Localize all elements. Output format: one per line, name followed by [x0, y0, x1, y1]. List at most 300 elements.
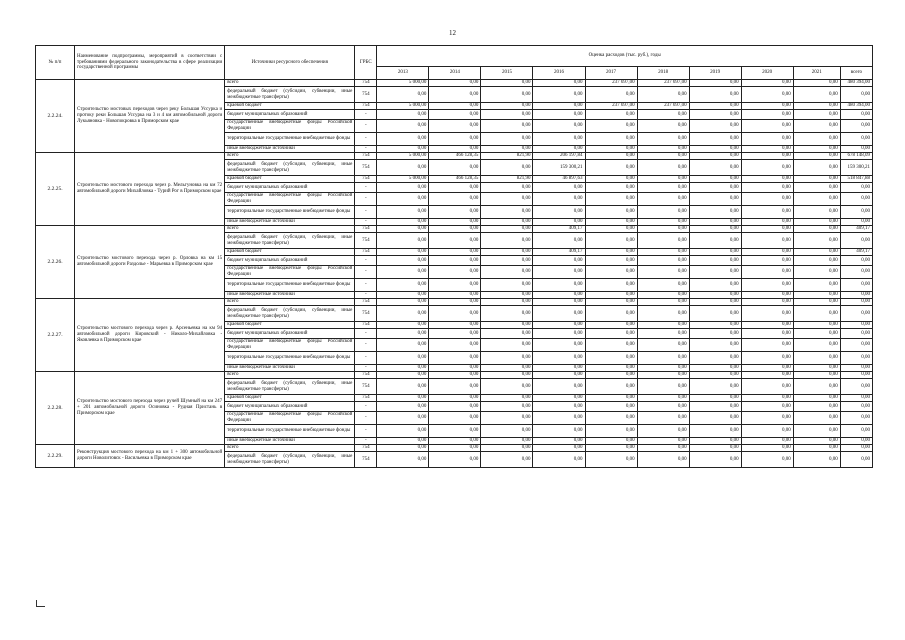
amount-cell: 0,00	[585, 146, 637, 153]
amount-cell: 0,00	[585, 110, 637, 120]
amount-cell: 0,00	[585, 445, 637, 452]
amount-cell: 678 148,09	[840, 153, 872, 160]
amount-cell: 0,00	[793, 160, 840, 176]
amount-cell: 0,00	[689, 176, 741, 183]
amount-cell: 0,00	[377, 306, 429, 322]
grbs-code: 754	[355, 452, 377, 468]
amount-cell: 159 300,21	[533, 160, 585, 176]
amount-cell: 0,00	[585, 322, 637, 329]
amount-cell: 0,00	[689, 425, 741, 438]
amount-cell: 0,00	[533, 146, 585, 153]
amount-cell: 0,00	[585, 299, 637, 306]
header-year: 2014	[429, 67, 481, 80]
amount-cell: 0,00	[585, 365, 637, 372]
funding-source: территориальные государственные внебюджетные фонды	[225, 133, 355, 146]
amount-cell: 0,00	[429, 120, 481, 133]
grbs-code: -	[355, 292, 377, 299]
header-grbs: ГРБС	[355, 46, 377, 80]
amount-cell: 0,00	[689, 412, 741, 425]
amount-cell: 0,00	[481, 379, 533, 395]
amount-cell: 0,00	[481, 412, 533, 425]
amount-cell: 0,00	[481, 249, 533, 256]
grbs-code: 754	[355, 379, 377, 395]
amount-cell: 0,00	[689, 120, 741, 133]
amount-cell: 0,00	[689, 329, 741, 339]
project-name: Строительство мостового перехода через ручей Шумный на км 247 + 201 автомобильной дороги Осиновка - Рудная Пристань в Приморском крае	[75, 372, 225, 445]
amount-cell: 0,00	[429, 206, 481, 219]
amount-cell: 0,00	[637, 160, 689, 176]
amount-cell: 0,00	[689, 292, 741, 299]
amount-cell: 0,00	[377, 219, 429, 226]
amount-cell: 0,00	[637, 379, 689, 395]
amount-cell: 0,00	[689, 365, 741, 372]
header-year: 2013	[377, 67, 429, 80]
amount-cell: 0,00	[533, 233, 585, 249]
amount-cell: 0,00	[741, 80, 793, 87]
amount-cell: 0,00	[377, 339, 429, 352]
amount-cell: 0,00	[840, 87, 872, 103]
amount-cell: 0,00	[533, 445, 585, 452]
funding-source: государственные внебюджетные фонды Российской Федерации	[225, 339, 355, 352]
amount-cell: 0,00	[585, 133, 637, 146]
amount-cell: 0,00	[793, 306, 840, 322]
amount-cell: 0,00	[689, 395, 741, 402]
funding-source: краевой бюджет	[225, 176, 355, 183]
amount-cell: 0,00	[533, 206, 585, 219]
amount-cell: 0,00	[741, 372, 793, 379]
funding-source: всего	[225, 226, 355, 233]
amount-cell: 0,00	[793, 438, 840, 445]
amount-cell: 0,00	[840, 146, 872, 153]
amount-cell: 0,00	[377, 193, 429, 206]
amount-cell: 0,00	[840, 339, 872, 352]
amount-cell: 0,00	[793, 322, 840, 329]
amount-cell: 0,00	[840, 372, 872, 379]
amount-cell: 466 128,35	[429, 176, 481, 183]
amount-cell: 0,00	[585, 193, 637, 206]
amount-cell: 0,00	[533, 339, 585, 352]
amount-cell: 0,00	[637, 425, 689, 438]
amount-cell: 0,00	[533, 379, 585, 395]
amount-cell: 0,00	[377, 266, 429, 279]
grbs-code: 754	[355, 395, 377, 402]
amount-cell: 0,00	[637, 322, 689, 329]
amount-cell: 0,00	[793, 256, 840, 266]
amount-cell: 0,00	[741, 176, 793, 183]
amount-cell: 0,00	[377, 146, 429, 153]
amount-cell: 0,00	[377, 379, 429, 395]
amount-cell: 0,00	[533, 256, 585, 266]
amount-cell: 0,00	[741, 412, 793, 425]
amount-cell: 0,00	[533, 365, 585, 372]
amount-cell: 0,00	[840, 120, 872, 133]
amount-cell: 0,00	[637, 256, 689, 266]
amount-cell: 480 394,00	[840, 103, 872, 110]
amount-cell: 0,00	[689, 256, 741, 266]
table-row	[36, 299, 873, 306]
funding-source: федеральный бюджет (субсидии, субвенции, иные межбюджетные трансферты)	[225, 233, 355, 249]
funding-source: территориальные государственные внебюджетные фонды	[225, 279, 355, 292]
grbs-code: -	[355, 133, 377, 146]
funding-source: всего	[225, 80, 355, 87]
amount-cell: 0,00	[429, 379, 481, 395]
amount-cell: 0,00	[689, 226, 741, 233]
amount-cell: 0,00	[377, 256, 429, 266]
amount-cell: 0,00	[429, 445, 481, 452]
amount-cell: 0,00	[377, 183, 429, 193]
amount-cell: 0,00	[689, 266, 741, 279]
funding-source: бюджет муниципальных образований	[225, 256, 355, 266]
amount-cell: 0,00	[429, 193, 481, 206]
amount-cell: 0,00	[429, 365, 481, 372]
amount-cell: 0,00	[840, 299, 872, 306]
amount-cell: 0,00	[585, 402, 637, 412]
amount-cell: 0,00	[481, 425, 533, 438]
amount-cell: 0,00	[377, 452, 429, 468]
grbs-code: -	[355, 329, 377, 339]
grbs-code: 754	[355, 87, 377, 103]
amount-cell: 0,00	[533, 352, 585, 365]
amount-cell: 0,00	[637, 452, 689, 468]
amount-cell: 821,90	[481, 153, 533, 160]
amount-cell: 0,00	[741, 87, 793, 103]
amount-cell: 0,00	[741, 352, 793, 365]
amount-cell: 0,00	[840, 206, 872, 219]
amount-cell: 0,00	[637, 402, 689, 412]
amount-cell: 0,00	[793, 266, 840, 279]
funding-source: иные внебюджетные источники	[225, 219, 355, 226]
amount-cell: 0,00	[689, 249, 741, 256]
amount-cell: 0,00	[429, 160, 481, 176]
amount-cell: 0,00	[637, 279, 689, 292]
amount-cell: 0,00	[793, 299, 840, 306]
amount-cell: 0,00	[481, 87, 533, 103]
row-index: 2.2.27.	[36, 299, 75, 372]
amount-cell: 0,00	[741, 233, 793, 249]
amount-cell: 0,00	[429, 339, 481, 352]
amount-cell: 0,00	[840, 110, 872, 120]
amount-cell: 0,00	[481, 279, 533, 292]
amount-cell: 0,00	[741, 193, 793, 206]
amount-cell: 0,00	[689, 299, 741, 306]
grbs-code: 754	[355, 103, 377, 110]
amount-cell: 821,90	[481, 176, 533, 183]
amount-cell: 0,00	[793, 206, 840, 219]
amount-cell: 0,00	[689, 133, 741, 146]
header-year: 2015	[481, 67, 533, 80]
amount-cell: 0,00	[481, 160, 533, 176]
grbs-code: -	[355, 266, 377, 279]
funding-source: бюджет муниципальных образований	[225, 402, 355, 412]
table-row	[36, 372, 873, 379]
amount-cell: 0,00	[637, 412, 689, 425]
amount-cell: 0,00	[481, 146, 533, 153]
amount-cell: 5 000,00	[377, 80, 429, 87]
amount-cell: 0,00	[481, 80, 533, 87]
amount-cell: 0,00	[481, 339, 533, 352]
amount-cell: 409,17	[840, 249, 872, 256]
amount-cell: 0,00	[793, 183, 840, 193]
amount-cell: 0,00	[429, 219, 481, 226]
amount-cell: 0,00	[533, 292, 585, 299]
amount-cell: 0,00	[429, 452, 481, 468]
amount-cell: 0,00	[585, 339, 637, 352]
amount-cell: 0,00	[585, 438, 637, 445]
amount-cell: 0,00	[840, 256, 872, 266]
funding-source: всего	[225, 299, 355, 306]
amount-cell: 237 697,00	[637, 80, 689, 87]
row-index: 2.2.29.	[36, 445, 75, 468]
amount-cell: 0,00	[793, 445, 840, 452]
amount-cell: 237 697,00	[585, 80, 637, 87]
amount-cell: 0,00	[741, 279, 793, 292]
amount-cell: 0,00	[377, 412, 429, 425]
amount-cell: 237 697,00	[637, 103, 689, 110]
amount-cell: 0,00	[637, 183, 689, 193]
amount-cell: 0,00	[840, 395, 872, 402]
amount-cell: 0,00	[377, 438, 429, 445]
project-name: Реконструкция мостового перехода на км 1 + 300 автомобильной дороги Новолитовск - Васильевка в Приморском крае	[75, 445, 225, 468]
table-row	[36, 226, 873, 233]
amount-cell: 0,00	[533, 120, 585, 133]
amount-cell: 0,00	[585, 153, 637, 160]
funding-source: иные внебюджетные источники	[225, 146, 355, 153]
amount-cell: 0,00	[585, 120, 637, 133]
amount-cell: 518 847,88	[840, 176, 872, 183]
amount-cell: 480 394,00	[840, 80, 872, 87]
amount-cell: 0,00	[793, 120, 840, 133]
table-row	[36, 445, 873, 452]
amount-cell: 0,00	[637, 329, 689, 339]
amount-cell: 0,00	[741, 153, 793, 160]
amount-cell: 0,00	[637, 395, 689, 402]
amount-cell: 0,00	[689, 183, 741, 193]
funding-source: бюджет муниципальных образований	[225, 110, 355, 120]
amount-cell: 0,00	[840, 445, 872, 452]
amount-cell: 0,00	[793, 133, 840, 146]
amount-cell: 409,17	[533, 226, 585, 233]
grbs-code: 754	[355, 153, 377, 160]
amount-cell: 0,00	[481, 103, 533, 110]
amount-cell: 0,00	[840, 412, 872, 425]
amount-cell: 0,00	[689, 339, 741, 352]
amount-cell: 0,00	[637, 306, 689, 322]
header-estimate: Оценка расходов (тыс. руб.), годы	[377, 46, 873, 67]
amount-cell: 0,00	[637, 146, 689, 153]
funding-source: краевой бюджет	[225, 395, 355, 402]
project-name: Строительство мостового перехода через р. Орловка на км 15 автомобильной дороги Раздолье - Марьевка в Приморском крае	[75, 226, 225, 299]
grbs-code: 754	[355, 80, 377, 87]
amount-cell: 0,00	[637, 193, 689, 206]
amount-cell: 0,00	[377, 402, 429, 412]
amount-cell: 0,00	[793, 365, 840, 372]
amount-cell: 0,00	[533, 395, 585, 402]
amount-cell: 0,00	[481, 193, 533, 206]
funding-source: краевой бюджет	[225, 103, 355, 110]
amount-cell: 0,00	[533, 329, 585, 339]
row-index: 2.2.24.	[36, 80, 75, 153]
amount-cell: 0,00	[741, 206, 793, 219]
grbs-code: -	[355, 120, 377, 133]
amount-cell: 0,00	[481, 256, 533, 266]
amount-cell: 0,00	[429, 266, 481, 279]
amount-cell: 0,00	[689, 193, 741, 206]
amount-cell: 0,00	[637, 445, 689, 452]
grbs-code: -	[355, 206, 377, 219]
amount-cell: 0,00	[741, 249, 793, 256]
amount-cell: 0,00	[741, 183, 793, 193]
amount-cell: 0,00	[377, 226, 429, 233]
amount-cell: 0,00	[793, 233, 840, 249]
amount-cell: 0,00	[429, 322, 481, 329]
amount-cell: 0,00	[377, 249, 429, 256]
grbs-code: -	[355, 146, 377, 153]
amount-cell: 0,00	[429, 80, 481, 87]
amount-cell: 0,00	[741, 219, 793, 226]
amount-cell: 0,00	[840, 452, 872, 468]
amount-cell: 0,00	[377, 425, 429, 438]
grbs-code: -	[355, 339, 377, 352]
amount-cell: 0,00	[637, 352, 689, 365]
page-corner-mark	[36, 600, 45, 607]
amount-cell: 0,00	[585, 329, 637, 339]
amount-cell: 0,00	[377, 87, 429, 103]
amount-cell: 0,00	[637, 176, 689, 183]
amount-cell: 0,00	[481, 292, 533, 299]
amount-cell: 0,00	[689, 352, 741, 365]
grbs-code: 754	[355, 372, 377, 379]
amount-cell: 0,00	[585, 87, 637, 103]
header-year: 2020	[741, 67, 793, 80]
amount-cell: 0,00	[481, 365, 533, 372]
amount-cell: 0,00	[585, 452, 637, 468]
amount-cell: 0,00	[637, 110, 689, 120]
amount-cell: 0,00	[689, 445, 741, 452]
amount-cell: 0,00	[533, 402, 585, 412]
header-year: всего	[840, 67, 872, 80]
amount-cell: 0,00	[793, 425, 840, 438]
amount-cell: 0,00	[533, 322, 585, 329]
amount-cell: 0,00	[840, 266, 872, 279]
budget-table	[35, 45, 873, 468]
project-name: Строительство мостовых переходов через реку Большая Уссурка и протоку реки Большая Уссурка на 3 и 4 км автомобильной дороги Лукьяновка - Новопокровка в Приморском крае	[75, 80, 225, 153]
amount-cell: 0,00	[637, 87, 689, 103]
header-year: 2017	[585, 67, 637, 80]
amount-cell: 0,00	[533, 279, 585, 292]
amount-cell: 0,00	[481, 445, 533, 452]
amount-cell: 0,00	[533, 110, 585, 120]
amount-cell: 0,00	[793, 110, 840, 120]
grbs-code: -	[355, 110, 377, 120]
grbs-code: 754	[355, 226, 377, 233]
amount-cell: 0,00	[481, 110, 533, 120]
funding-source: государственные внебюджетные фонды Российской Федерации	[225, 120, 355, 133]
funding-source: территориальные государственные внебюджетные фонды	[225, 425, 355, 438]
amount-cell: 0,00	[377, 206, 429, 219]
amount-cell: 0,00	[840, 219, 872, 226]
funding-source: территориальные государственные внебюджетные фонды	[225, 352, 355, 365]
table-row	[36, 80, 873, 87]
amount-cell: 0,00	[585, 266, 637, 279]
amount-cell: 0,00	[533, 452, 585, 468]
amount-cell: 0,00	[741, 292, 793, 299]
funding-source: федеральный бюджет (субсидии, субвенции, иные межбюджетные трансферты)	[225, 379, 355, 395]
amount-cell: 0,00	[585, 249, 637, 256]
funding-source: бюджет муниципальных образований	[225, 183, 355, 193]
amount-cell: 0,00	[637, 206, 689, 219]
grbs-code: -	[355, 279, 377, 292]
amount-cell: 0,00	[637, 133, 689, 146]
amount-cell: 0,00	[637, 292, 689, 299]
amount-cell: 0,00	[533, 219, 585, 226]
amount-cell: 46 897,63	[533, 176, 585, 183]
amount-cell: 0,00	[689, 306, 741, 322]
amount-cell: 0,00	[429, 226, 481, 233]
funding-source: федеральный бюджет (субсидии, субвенции, иные межбюджетные трансферты)	[225, 452, 355, 468]
amount-cell: 0,00	[793, 80, 840, 87]
amount-cell: 0,00	[689, 219, 741, 226]
amount-cell: 409,17	[840, 226, 872, 233]
amount-cell: 0,00	[585, 160, 637, 176]
amount-cell: 0,00	[637, 249, 689, 256]
amount-cell: 0,00	[533, 87, 585, 103]
amount-cell: 0,00	[793, 395, 840, 402]
amount-cell: 0,00	[481, 266, 533, 279]
amount-cell: 0,00	[840, 279, 872, 292]
header-year: 2019	[689, 67, 741, 80]
amount-cell: 0,00	[741, 402, 793, 412]
amount-cell: 0,00	[585, 352, 637, 365]
amount-cell: 5 000,00	[377, 176, 429, 183]
amount-cell: 0,00	[741, 452, 793, 468]
amount-cell: 0,00	[481, 438, 533, 445]
amount-cell: 0,00	[481, 372, 533, 379]
amount-cell: 0,00	[429, 438, 481, 445]
amount-cell: 5 000,00	[377, 153, 429, 160]
amount-cell: 0,00	[741, 226, 793, 233]
amount-cell: 0,00	[793, 372, 840, 379]
amount-cell: 0,00	[377, 299, 429, 306]
amount-cell: 0,00	[840, 329, 872, 339]
grbs-code: -	[355, 183, 377, 193]
amount-cell: 0,00	[429, 103, 481, 110]
amount-cell: 0,00	[585, 395, 637, 402]
amount-cell: 0,00	[377, 372, 429, 379]
amount-cell: 0,00	[840, 133, 872, 146]
amount-cell: 0,00	[429, 412, 481, 425]
amount-cell: 0,00	[689, 438, 741, 445]
funding-source: федеральный бюджет (субсидии, субвенции, иные межбюджетные трансферты)	[225, 87, 355, 103]
funding-source: всего	[225, 445, 355, 452]
amount-cell: 0,00	[741, 438, 793, 445]
row-index: 2.2.26.	[36, 226, 75, 299]
funding-source: федеральный бюджет (субсидии, субвенции, иные межбюджетные трансферты)	[225, 306, 355, 322]
grbs-code: 754	[355, 322, 377, 329]
grbs-code: 754	[355, 160, 377, 176]
amount-cell: 0,00	[741, 160, 793, 176]
amount-cell: 0,00	[741, 133, 793, 146]
amount-cell: 0,00	[377, 395, 429, 402]
amount-cell: 0,00	[637, 372, 689, 379]
amount-cell: 0,00	[840, 352, 872, 365]
amount-cell: 0,00	[741, 395, 793, 402]
amount-cell: 0,00	[840, 306, 872, 322]
amount-cell: 0,00	[637, 153, 689, 160]
amount-cell: 0,00	[793, 193, 840, 206]
amount-cell: 0,00	[793, 226, 840, 233]
amount-cell: 0,00	[793, 103, 840, 110]
amount-cell: 0,00	[585, 372, 637, 379]
